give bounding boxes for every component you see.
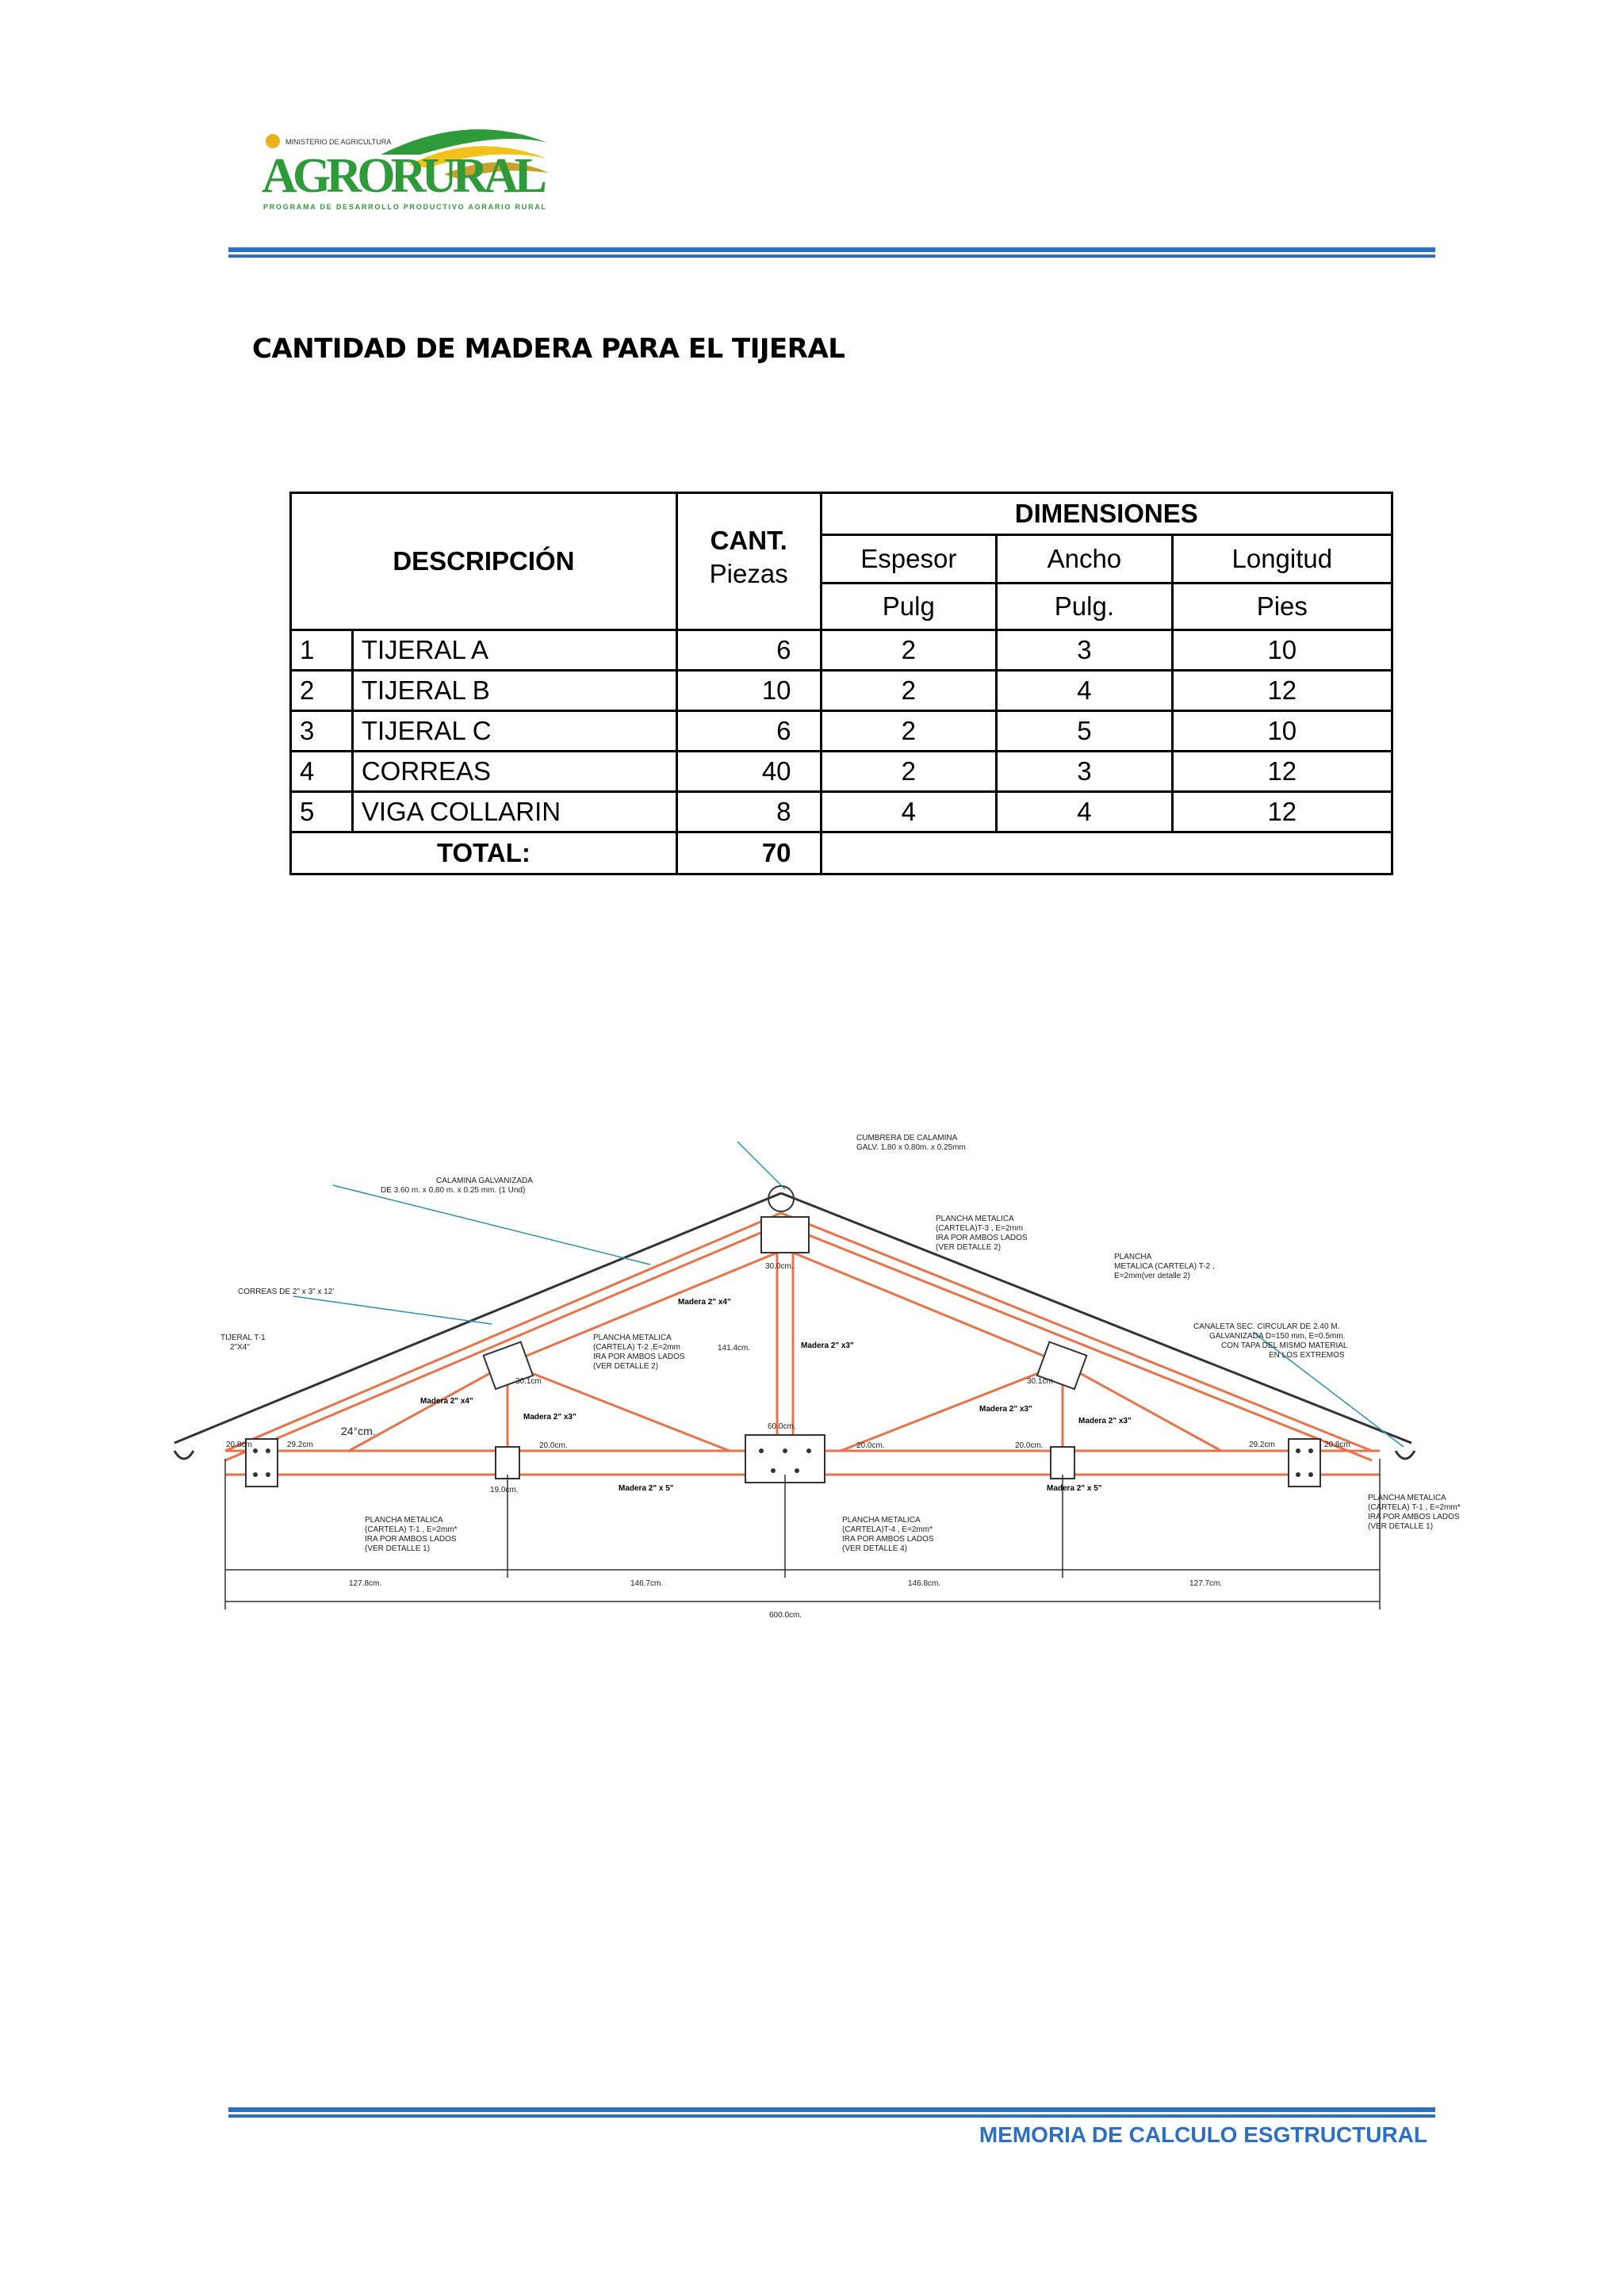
svg-text:GALVANIZADA D=150 mm, E=0.5mm.: GALVANIZADA D=150 mm, E=0.5mm. [1209, 1332, 1346, 1341]
agrorural-logo [262, 111, 555, 230]
svg-text:CANALETA SEC. CIRCULAR DE 2: CANALETA SEC. CIRCULAR DE 2.40 M. [1193, 1322, 1340, 1331]
svg-text:PLANCHA METALICA: PLANCHA METALICA [593, 1334, 672, 1342]
svg-text:TIJERAL T-1: TIJERAL T-1 [220, 1334, 266, 1342]
svg-text:127.8cm.: 127.8cm. [349, 1579, 382, 1588]
svg-text:CALAMINA GALVANIZADA: CALAMINA GALVANIZADA [436, 1177, 533, 1185]
header-longitud: Longitud [1172, 535, 1392, 584]
svg-text:Madera 2" x 5": Madera 2" x 5" [619, 1484, 674, 1493]
svg-text:AGRORURAL: AGRORURAL [262, 149, 547, 203]
svg-text:(CARTELA)T-4 , E=2mm*: (CARTELA)T-4 , E=2mm* [842, 1525, 933, 1534]
header-cantidad: CANT. Piezas [676, 493, 821, 630]
svg-text:CON TAPA DEL MISMO MATERIAL: CON TAPA DEL MISMO MATERIAL [1221, 1341, 1348, 1350]
header-dimensiones: DIMENSIONES [821, 493, 1392, 535]
page-title: CANTIDAD DE MADERA PARA EL TIJERAL [252, 333, 845, 365]
header-descripcion: DESCRIPCIÓN [291, 493, 677, 630]
svg-text:60.0cm.: 60.0cm. [768, 1422, 796, 1431]
svg-text:Madera 2" x3": Madera 2" x3" [1078, 1417, 1132, 1425]
total-row [291, 832, 1392, 874]
svg-text:IRA POR AMBOS LADOS: IRA POR AMBOS LADOS [365, 1535, 457, 1544]
svg-text:PLANCHA METALICA: PLANCHA METALICA [1368, 1494, 1446, 1502]
svg-text:CUMBRERA DE CALAMINA: CUMBRERA DE CALAMINA [856, 1134, 958, 1142]
svg-text:IRA POR AMBOS LADOS: IRA POR AMBOS LADOS [1368, 1513, 1460, 1521]
unit-ancho: Pulg. [997, 584, 1172, 630]
svg-text:19.0cm.: 19.0cm. [490, 1486, 519, 1494]
unit-espesor: Pulg [821, 584, 997, 630]
total-label: TOTAL: [291, 832, 677, 874]
table-row: 1 TIJERAL A 6 2 3 10 [291, 630, 1392, 671]
footer-rule [228, 2107, 1435, 2118]
svg-text:(CARTELA) T-1 , E=2mm*: (CARTELA) T-1 , E=2mm* [1368, 1503, 1461, 1512]
svg-text:20.8cm: 20.8cm [226, 1441, 252, 1449]
header-espesor: Espesor [821, 535, 997, 584]
svg-text:(VER DETALLE 1): (VER DETALLE 1) [1368, 1522, 1434, 1531]
svg-text:(CARTELA)T-3 , E=2mm: (CARTELA)T-3 , E=2mm [936, 1224, 1024, 1233]
svg-text:PLANCHA METALICA: PLANCHA METALICA [365, 1516, 443, 1525]
svg-text:146.7cm.: 146.7cm. [630, 1579, 664, 1588]
svg-text:Madera 2" x4": Madera 2" x4" [678, 1298, 731, 1307]
header-rule [228, 247, 1435, 258]
footer-text: MEMORIA DE CALCULO ESGTRUCTURAL [979, 2122, 1427, 2147]
svg-text:PROGRAMA DE DESARROLLO PRODUCT: PROGRAMA DE DESARROLLO PRODUCTIVO AGRARIO RURAL [263, 203, 546, 211]
svg-text:PLANCHA METALICA: PLANCHA METALICA [936, 1215, 1014, 1223]
svg-text:CORREAS DE 2" x 3" x 12': CORREAS DE 2" x 3" x 12' [238, 1288, 335, 1296]
svg-text:20.0cm.: 20.0cm. [1015, 1441, 1044, 1450]
svg-text:PLANCHA METALICA: PLANCHA METALICA [842, 1516, 921, 1525]
svg-text:IRA POR AMBOS LADOS: IRA POR AMBOS LADOS [936, 1234, 1028, 1242]
svg-text:(VER DETALLE 4): (VER DETALLE 4) [842, 1544, 908, 1553]
svg-text:(VER DETALLE 2): (VER DETALLE 2) [936, 1243, 1002, 1252]
svg-text:146.8cm.: 146.8cm. [908, 1579, 941, 1588]
svg-text:24°cm.: 24°cm. [341, 1425, 376, 1437]
svg-text:METALICA (CARTELA) T-2 ,: METALICA (CARTELA) T-2 , [1114, 1262, 1215, 1271]
svg-text:EN LOS EXTREMOS: EN LOS EXTREMOS [1269, 1351, 1345, 1360]
unit-longitud: Pies [1172, 584, 1392, 630]
svg-text:Madera 2" x 5": Madera 2" x 5" [1047, 1484, 1102, 1493]
svg-text:(CARTELA) T-2 ,E=2mm: (CARTELA) T-2 ,E=2mm [593, 1343, 680, 1352]
svg-text:127.7cm.: 127.7cm. [1189, 1579, 1223, 1588]
svg-text:20.0cm.: 20.0cm. [539, 1441, 568, 1450]
svg-text:Madera 2" x4": Madera 2" x4" [420, 1397, 473, 1406]
total-value: 70 [676, 832, 821, 874]
table-row: 3 TIJERAL C 6 2 5 10 [291, 711, 1392, 752]
svg-text:Madera 2" x3": Madera 2" x3" [979, 1405, 1032, 1414]
svg-text:(CARTELA) T-1 , E=2mm*: (CARTELA) T-1 , E=2mm* [365, 1525, 458, 1534]
svg-text:MINISTERIO DE AGRICULTURA: MINISTERIO DE AGRICULTURA [285, 138, 392, 146]
svg-text:PLANCHA: PLANCHA [1114, 1253, 1152, 1261]
header-ancho: Ancho [997, 535, 1172, 584]
table-row: 5 VIGA COLLARIN 8 4 4 12 [291, 792, 1392, 832]
svg-text:E=2mm(ver detalle 2): E=2mm(ver detalle 2) [1114, 1272, 1190, 1280]
svg-text:20.0cm.: 20.0cm. [856, 1441, 885, 1450]
svg-text:DE 3.60 m. x 0.80 m. x 0.25 mm: DE 3.60 m. x 0.80 m. x 0.25 mm. (1 Und) [381, 1186, 526, 1195]
svg-text:600.0cm.: 600.0cm. [769, 1611, 802, 1620]
table-row: 2 TIJERAL B 10 2 4 12 [291, 671, 1392, 711]
svg-text:141.4cm.: 141.4cm. [718, 1344, 751, 1353]
svg-text:2"X4": 2"X4" [230, 1343, 250, 1352]
svg-text:IRA POR AMBOS LADOS: IRA POR AMBOS LADOS [593, 1353, 685, 1361]
table-row: 4 CORREAS 40 2 3 12 [291, 752, 1392, 792]
svg-text:Madera 2" x3": Madera 2" x3" [801, 1341, 854, 1350]
wood-quantity-table [289, 492, 1393, 875]
svg-text:Madera 2" x3": Madera 2" x3" [523, 1413, 576, 1422]
svg-text:20.8cm: 20.8cm [1324, 1441, 1350, 1449]
svg-text:29.2cm: 29.2cm [1249, 1441, 1275, 1449]
svg-text:30.1cm: 30.1cm [515, 1377, 542, 1386]
svg-text:(VER DETALLE 1): (VER DETALLE 1) [365, 1544, 431, 1553]
svg-text:29.2cm: 29.2cm [287, 1441, 313, 1449]
truss-drawing [159, 1126, 1491, 1625]
svg-text:30.0cm.: 30.0cm. [765, 1262, 794, 1271]
svg-text:(VER DETALLE 2): (VER DETALLE 2) [593, 1362, 659, 1371]
svg-text:IRA POR AMBOS LADOS: IRA POR AMBOS LADOS [842, 1535, 934, 1544]
svg-text:GALV. 1.80 x 0.80m. x 0.25mm: GALV. 1.80 x 0.80m. x 0.25mm [856, 1143, 966, 1152]
svg-text:30.1cm: 30.1cm [1027, 1377, 1053, 1386]
